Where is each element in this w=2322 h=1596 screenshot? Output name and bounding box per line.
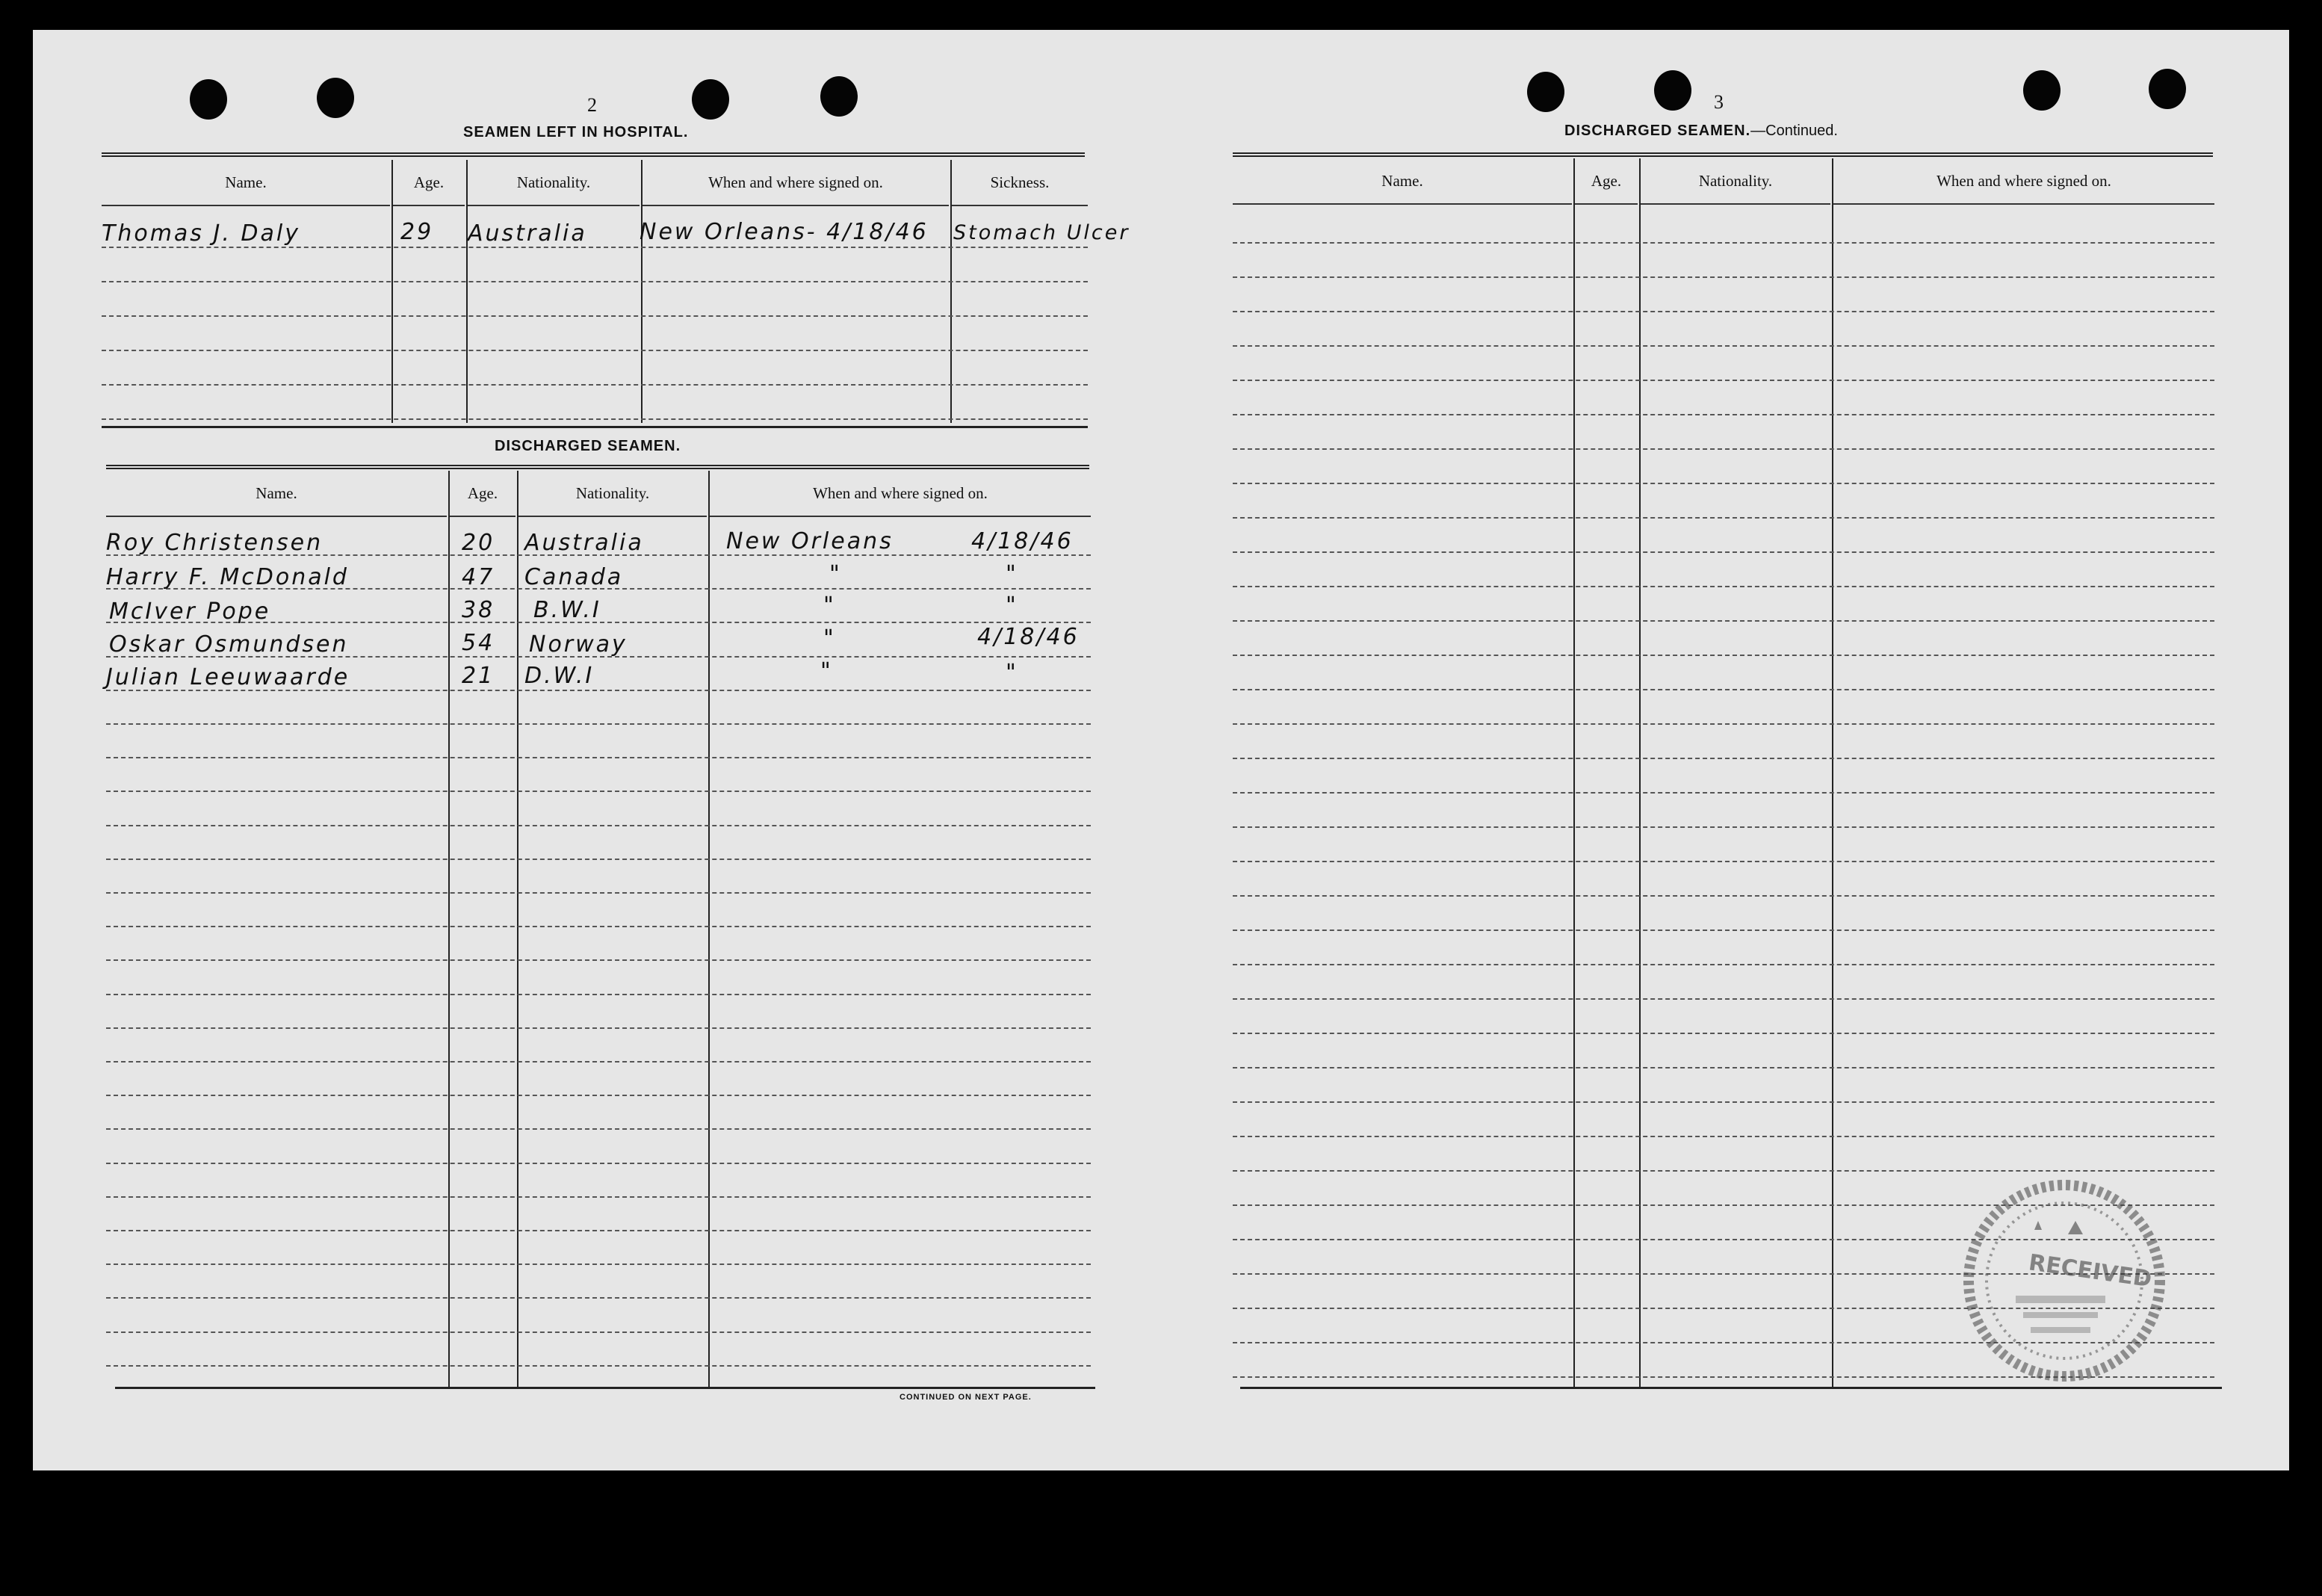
seaman-name: Harry F. McDonald — [106, 564, 349, 590]
column-divider — [448, 471, 450, 1387]
ruled-row — [106, 1027, 1091, 1029]
ruled-row — [102, 247, 1088, 248]
ruled-row — [1233, 414, 2214, 415]
discharged-section-title: DISCHARGED SEAMEN. — [495, 438, 681, 454]
ruled-row — [106, 1128, 1091, 1130]
double-rule — [1233, 152, 2213, 157]
column-header-age: Age. — [450, 471, 516, 517]
ruled-row — [106, 825, 1091, 826]
punch-hole — [692, 79, 729, 120]
ruled-row — [102, 281, 1088, 282]
received-stamp — [1956, 1169, 2173, 1393]
seaman-nationality: Australia — [468, 220, 587, 247]
seaman-signed-date: 4/18/46 — [977, 624, 1080, 650]
seaman-signed-on: New Orleans- 4/18/46 — [640, 219, 929, 245]
stamp-text: RECEIVED — [2027, 1249, 2154, 1293]
ruled-row — [1233, 1067, 2214, 1068]
punch-hole — [317, 78, 354, 118]
ruled-row — [106, 892, 1091, 894]
column-header-sickness: Sickness. — [952, 160, 1088, 206]
seaman-signed-place: New Orleans — [726, 528, 894, 554]
stamp-graphic — [1956, 1169, 2173, 1393]
ruled-row — [106, 1230, 1091, 1231]
seaman-signed-place: " — [823, 593, 836, 619]
column-header-signed-on: When and where signed on. — [1833, 158, 2214, 205]
ruled-row — [1233, 586, 2214, 587]
column-header-name: Name. — [106, 471, 447, 517]
punch-hole — [2023, 70, 2061, 111]
hospital-table — [102, 160, 1130, 423]
ruled-row — [106, 1365, 1091, 1367]
ruled-row — [106, 926, 1091, 927]
ruled-row — [102, 384, 1088, 386]
ruled-row — [1233, 826, 2214, 828]
ruled-row — [1233, 311, 2214, 312]
punch-hole — [1527, 72, 1564, 112]
column-divider — [708, 471, 710, 1387]
ruled-row — [106, 1095, 1091, 1096]
seaman-signed-date: 4/18/46 — [971, 528, 1074, 554]
ruled-row — [1233, 1033, 2214, 1034]
ruled-row — [106, 1163, 1091, 1164]
seaman-signed-date: " — [1006, 660, 1018, 686]
ruled-row — [1233, 1136, 2214, 1137]
seaman-signed-place: " — [823, 625, 836, 652]
seaman-signed-place: " — [820, 658, 833, 684]
column-divider — [517, 471, 518, 1387]
ruled-row — [106, 1264, 1091, 1265]
seaman-age: 21 — [462, 663, 495, 689]
punch-hole — [1654, 70, 1691, 111]
seaman-signed-place: " — [829, 561, 842, 587]
seaman-signed-date: " — [1006, 561, 1018, 587]
ruled-row — [1233, 861, 2214, 862]
seaman-nationality: Australia — [524, 530, 644, 556]
column-header-nationality: Nationality. — [1641, 158, 1830, 205]
continued-section-title — [1564, 123, 1838, 140]
column-header-name: Name. — [102, 160, 390, 206]
seaman-name: McIver Pope — [109, 598, 271, 625]
hospital-section-title: SEAMEN LEFT IN HOSPITAL. — [463, 124, 689, 140]
column-divider — [1573, 158, 1575, 1387]
section-rule — [102, 426, 1088, 428]
column-header-signed-on: When and where signed on. — [643, 160, 949, 206]
discharged-table — [106, 471, 1091, 1387]
seaman-age: 38 — [462, 597, 495, 623]
ruled-row — [106, 1331, 1091, 1333]
ruled-row — [106, 994, 1091, 995]
punch-hole — [820, 76, 858, 117]
ruled-row — [1233, 964, 2214, 965]
seaman-nationality: B.W.I — [533, 597, 601, 623]
ruled-row — [106, 757, 1091, 758]
ruled-row — [106, 723, 1091, 725]
ruled-row — [1233, 483, 2214, 484]
seaman-age: 54 — [462, 630, 495, 656]
ruled-row — [1233, 930, 2214, 931]
column-header-age: Age. — [393, 160, 465, 206]
seaman-name: Roy Christensen — [106, 530, 323, 556]
ruled-row — [1233, 448, 2214, 450]
seaman-nationality: Norway — [529, 631, 628, 658]
title-continued: —Continued. — [1750, 123, 1838, 139]
punch-hole — [190, 79, 227, 120]
page-number: 3 — [1714, 91, 1724, 113]
column-divider — [1832, 158, 1833, 1387]
ruled-row — [1233, 689, 2214, 690]
title-main: DISCHARGED SEAMEN. — [1564, 123, 1751, 139]
continued-note: CONTINUED ON NEXT PAGE. — [900, 1393, 1032, 1402]
page-number: 2 — [587, 94, 597, 116]
column-header-signed-on: When and where signed on. — [710, 471, 1091, 517]
ruled-row — [102, 350, 1088, 351]
seaman-signed-date: " — [1006, 593, 1018, 619]
ruled-row — [106, 1061, 1091, 1063]
ruled-row — [1233, 723, 2214, 725]
ruled-row — [1233, 620, 2214, 622]
ruled-row — [1233, 1101, 2214, 1103]
ruled-row — [1233, 276, 2214, 278]
column-divider — [1639, 158, 1641, 1387]
seaman-name: Thomas J. Daly — [102, 220, 300, 247]
ruled-row — [106, 1297, 1091, 1299]
ruled-row — [106, 859, 1091, 860]
ruled-row — [1233, 655, 2214, 656]
seaman-name: Julian Leeuwaarde — [106, 664, 350, 690]
ruled-row — [1233, 998, 2214, 1000]
punch-hole — [2149, 69, 2186, 109]
ruled-row — [1233, 758, 2214, 759]
ruled-row — [1233, 551, 2214, 553]
ruled-row — [1233, 517, 2214, 519]
seaman-nationality: Canada — [524, 564, 624, 590]
ruled-row — [1233, 242, 2214, 244]
seaman-name: Oskar Osmundsen — [109, 631, 349, 658]
ruled-row — [106, 791, 1091, 792]
seaman-age: 47 — [462, 564, 495, 590]
ruled-row — [106, 1196, 1091, 1198]
ruled-row — [102, 315, 1088, 317]
double-rule — [106, 465, 1089, 469]
seaman-nationality: D.W.I — [524, 663, 595, 689]
table-bottom-rule — [115, 1387, 1095, 1389]
ruled-row — [1233, 895, 2214, 897]
ruled-row — [1233, 345, 2214, 347]
double-rule — [102, 152, 1085, 157]
ruled-row — [106, 959, 1091, 961]
column-header-age: Age. — [1575, 158, 1638, 205]
column-header-nationality: Nationality. — [518, 471, 707, 517]
column-header-name: Name. — [1233, 158, 1572, 205]
seaman-age: 20 — [462, 530, 495, 556]
ruled-row — [1233, 380, 2214, 381]
seaman-age: 29 — [400, 219, 434, 245]
ruled-row — [102, 418, 1088, 420]
seaman-sickness: Stomach Ulcer — [953, 221, 1130, 244]
column-header-nationality: Nationality. — [468, 160, 640, 206]
ruled-row — [1233, 792, 2214, 794]
